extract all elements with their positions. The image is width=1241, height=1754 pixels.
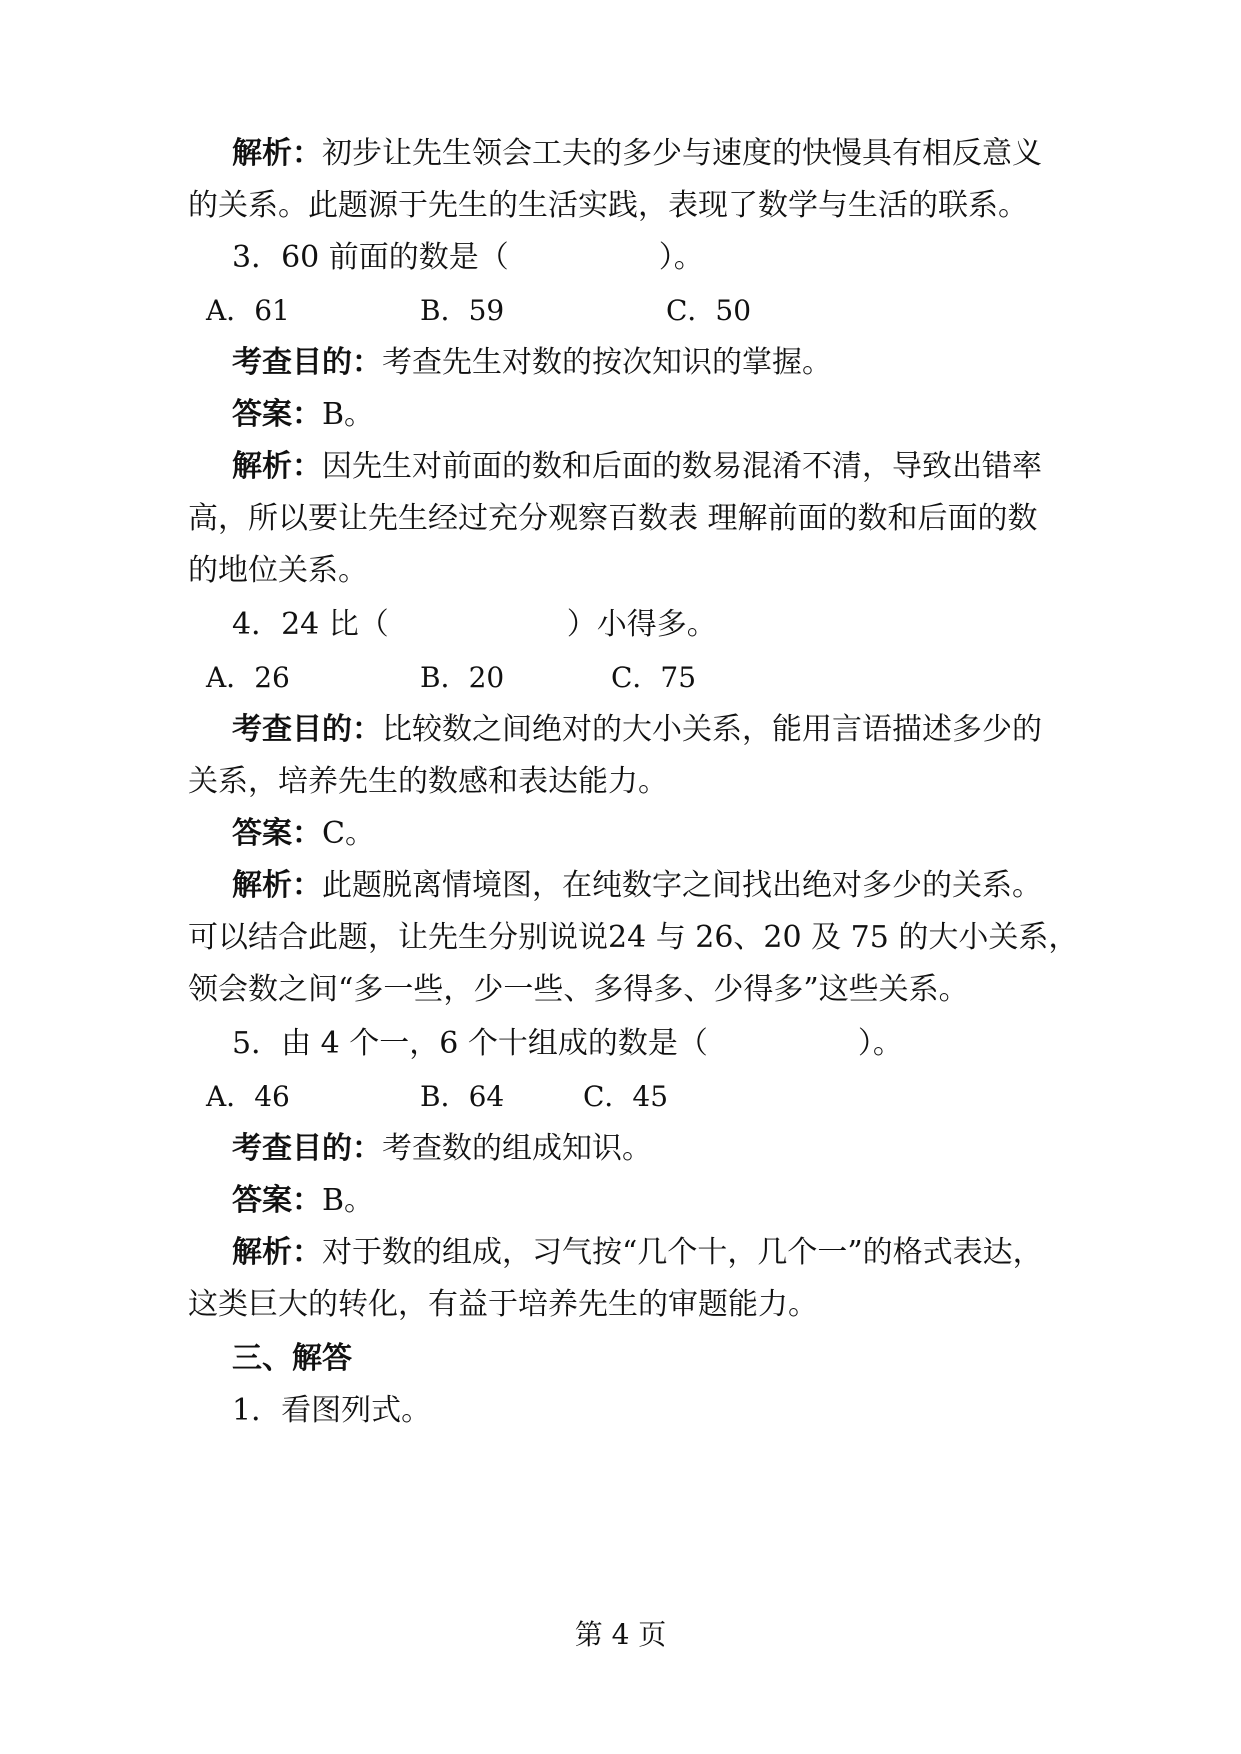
page-number: 第 4 页	[574, 1618, 667, 1651]
q3-option-c: C．50	[666, 294, 752, 327]
q5-answer	[232, 1181, 1112, 1221]
analysis-text: 因先生对前面的数和后面的数易混淆不清，导致出错率	[322, 449, 1042, 484]
analysis-label: 解析：	[232, 449, 322, 484]
analysis-text-line: 的关系。此题源于先生的生活实践，表现了数学与生活的联系。	[188, 188, 1028, 223]
purpose-text: 比较数之间绝对的大小关系，能用言语描述多少的	[382, 712, 1042, 747]
question-4	[232, 605, 1112, 645]
q4-option-a: A．26	[206, 661, 290, 694]
purpose-text-line: 关系，培养先生的数感和表达能力。	[188, 764, 668, 799]
question-4-text: 4．24 比（	[232, 607, 389, 642]
analysis-text: 初步让先生领会工夫的多少与速度的快慢具有相反意义	[322, 136, 1042, 171]
q4-answer	[232, 814, 1112, 854]
question-4-end: ）小得多。	[566, 607, 717, 642]
analysis-text-line: 高，所以要让先生经过充分观察百数表 理解前面的数和后面的数	[188, 501, 1038, 536]
answer-label: 答案：	[232, 1183, 322, 1218]
purpose-label: 考查目的：	[232, 1131, 382, 1166]
analysis-text: 对于数的组成，习气按“几个十，几个一”的格式表达，	[322, 1235, 1043, 1270]
q3-option-b: B．59	[420, 294, 505, 327]
question-5	[232, 1024, 1112, 1064]
q5-option-b: B．64	[420, 1080, 505, 1113]
q4-option-c: C．75	[611, 661, 697, 694]
q3-option-a: A．61	[206, 294, 290, 327]
answer-label: 答案：	[232, 816, 322, 851]
analysis-text-line: 的地位关系。	[188, 553, 368, 588]
q4-analysis	[232, 866, 1112, 906]
question-3-text: 3．60 前面的数是（	[232, 240, 509, 275]
analysis-text-line: 可以结合此题，让先生分别说说24 与 26、20 及 75 的大小关系，	[188, 920, 1079, 955]
question-3-end: ）。	[658, 240, 704, 275]
analysis-label: 解析：	[232, 868, 322, 903]
question-5-text: 5．由 4 个一，6 个十组成的数是（	[232, 1026, 708, 1061]
q4-purpose	[232, 710, 1112, 750]
q5-option-c: C．45	[583, 1080, 669, 1113]
section-heading: 三、解答	[232, 1341, 352, 1376]
q4-option-b: B．20	[420, 661, 505, 694]
answer-text: C。	[322, 816, 375, 851]
analysis-text-line: 这类巨大的转化，有益于培养先生的审题能力。	[188, 1287, 818, 1322]
analysis-label: 解析：	[232, 1235, 322, 1270]
q3-answer	[232, 395, 1112, 435]
purpose-label: 考查目的：	[232, 712, 382, 747]
q3-analysis	[232, 447, 1112, 487]
purpose-text: 考查先生对数的按次知识的掌握。	[382, 345, 832, 380]
q3-purpose	[232, 343, 1112, 383]
question-5-end: ）。	[857, 1026, 903, 1061]
answer-text: B。	[322, 397, 375, 432]
analysis-text: 此题脱离情境图，在纯数字之间找出绝对多少的关系。	[322, 868, 1042, 903]
purpose-label: 考查目的：	[232, 345, 382, 380]
q5-analysis	[232, 1233, 1112, 1273]
answer-text: B。	[322, 1183, 375, 1218]
analysis-label: 解析：	[232, 136, 322, 171]
purpose-text: 考查数的组成知识。	[382, 1131, 652, 1166]
q5-option-a: A．46	[206, 1080, 290, 1113]
q5-purpose	[232, 1129, 1112, 1169]
question-3	[232, 238, 1112, 278]
answer-label: 答案：	[232, 397, 322, 432]
analysis-text-line: 领会数之间“多一些，少一些、多得多、少得多”这些关系。	[188, 972, 969, 1007]
section-3-question-1: 1．看图列式。	[232, 1393, 432, 1428]
analysis-paragraph-1	[232, 134, 1112, 174]
